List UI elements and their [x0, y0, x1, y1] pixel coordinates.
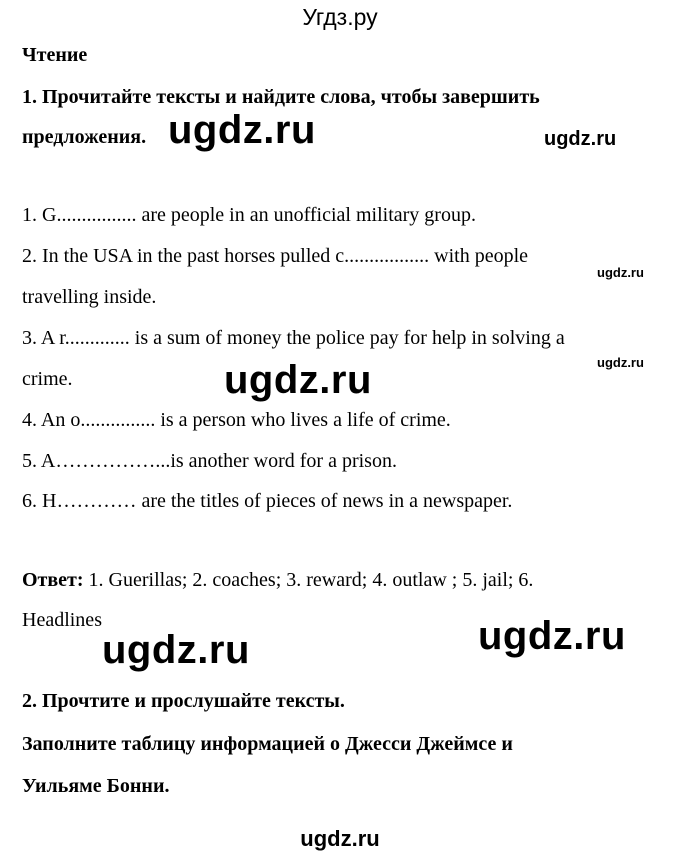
site-header-title: Угдз.ру	[302, 4, 378, 30]
answer-line-cont: Headlines	[22, 609, 102, 631]
watermark-footer: ugdz.ru	[300, 826, 380, 851]
task1-item-2: 2. In the USA in the past horses pulled c................. with people	[22, 245, 529, 267]
task1-heading-line2: предложения.	[22, 126, 147, 148]
watermark-medium: ugdz.ru	[544, 128, 617, 150]
task1-heading-line1: 1. Прочитайте тексты и найдите слова, чтобы завершить	[22, 86, 540, 108]
task1-item-3-cont: crime.	[22, 368, 73, 390]
task1-item-5: 5. A……………...is another word for a prison.	[22, 450, 397, 472]
watermark-large: ugdz.ru	[478, 614, 626, 658]
task1-item-1: 1. G................ are people in an unofficial military group.	[22, 204, 476, 226]
answer-text: 1. Guerillas; 2. coaches; 3. reward; 4. outlaw ; 5. jail; 6.	[83, 569, 534, 591]
task1-item-4: 4. An o............... is a person who lives a life of crime.	[22, 409, 451, 431]
task1-item-2-cont: travelling inside.	[22, 286, 157, 308]
task1-item-6: 6. H………… are the titles of pieces of news in a newspaper.	[22, 490, 513, 512]
watermark-small: ugdz.ru	[597, 355, 644, 370]
watermark-large: ugdz.ru	[102, 628, 250, 672]
section-title: Чтение	[22, 44, 88, 66]
answer-line	[22, 569, 533, 592]
task1-item-3: 3. A r............. is a sum of money the police pay for help in solving a	[22, 327, 565, 349]
task2-heading-line1: 2. Прочтите и прослушайте тексты.	[22, 690, 345, 712]
answer-label: Ответ:	[22, 569, 84, 591]
task2-heading-line2: Заполните таблицу информацией о Джесси Джеймсе и	[22, 733, 513, 755]
watermark-large: ugdz.ru	[168, 108, 316, 152]
watermark-large: ugdz.ru	[224, 358, 372, 402]
task2-heading-line3: Уильяме Бонни.	[22, 775, 170, 797]
watermark-small: ugdz.ru	[597, 265, 644, 280]
